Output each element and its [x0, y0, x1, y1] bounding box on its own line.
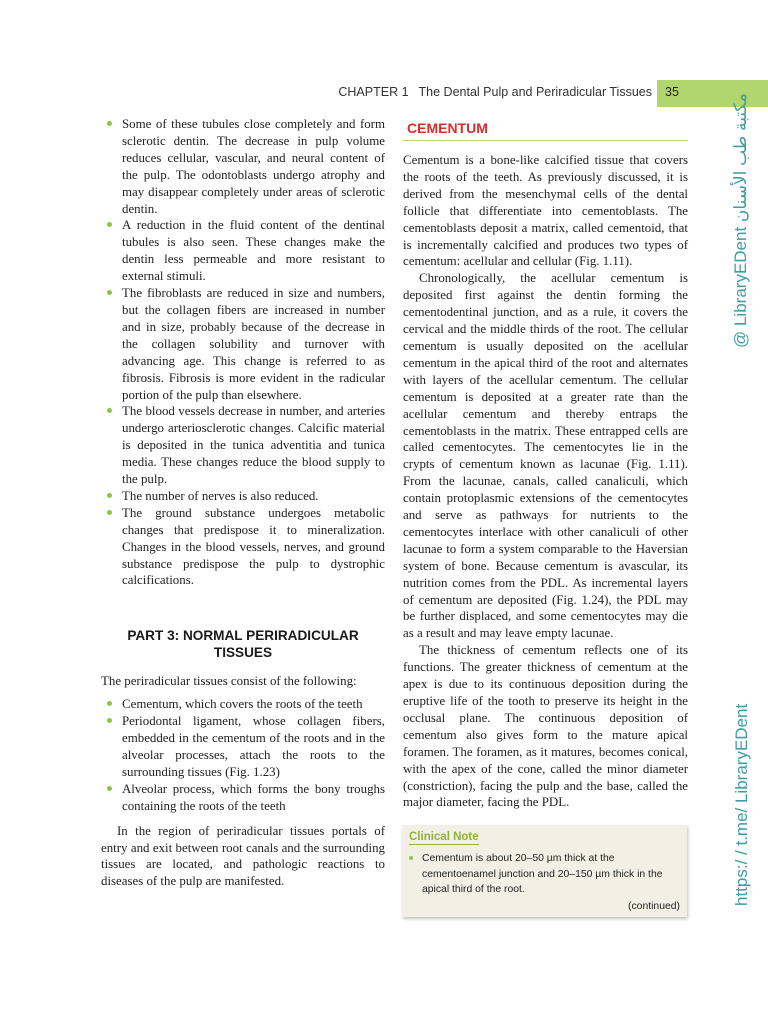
list-item-text: The blood vessels decrease in number, and arteries undergo arteriosclerotic changes. Calcific material is deposited in the tunica adventitia and tunica media. These changes reduce the blood supply to the pulp.: [122, 404, 385, 487]
part-heading-line: PART 3: NORMAL PERIRADICULAR: [127, 628, 359, 644]
body-paragraph: Chronologically, the acellular cementum is deposited first against the dentin forming the cementodentinal junction, and as a rule, it covers the cervical and the middle thirds of the root. The cellular cementum is usually deposited on the acellular cementum in the apical third of the root and alternates with layers of the acellular cementum. The cellular cementum is deposited at a greater rate than the acellular cementum and thereby entraps the cementoblasts in the matrix. These entrapped cells are called cementocytes. The cementocytes lie in the crypts of cementum known as lacunae (Fig. 1.11). From the lacunae, canals, called canaliculi, which contain protoplasmic extensions of the cementocytes and serve as pathways for nutrients to the cementocytes interlace with other canaliculi of other lacunae to form a system comparable to the Haversian system of bone. Because cementum is avascular, its nutrition comes from the PDL. As incremental layers of cementum are deposited (Fig. 1.24), the PDL may be further displaced, and some cementocytes may die as a result and may leave empty lacunae.: [403, 271, 688, 641]
bullet-icon: [107, 493, 112, 498]
chapter-name: The Dental Pulp and Periradicular Tissues: [418, 85, 652, 99]
running-header: [0, 80, 768, 108]
clinical-note-box: [402, 825, 687, 917]
list-item-text: The number of nerves is also reduced.: [122, 488, 319, 503]
bullet-icon: [107, 510, 112, 515]
page-number: 35: [665, 85, 679, 99]
aging-changes-list: [101, 116, 385, 589]
list-item-text: Alveolar process, which forms the bony troughs containing the roots of the teeth: [122, 781, 385, 813]
list-item: [101, 217, 385, 285]
bullet-icon: [107, 718, 112, 723]
bullet-icon: [107, 408, 112, 413]
list-item: [101, 696, 385, 713]
bullet-icon: [107, 290, 112, 295]
list-item: [101, 403, 385, 488]
list-item-text: The ground substance undergoes metabolic changes that predispose it to mineralization. Changes in the blood vessels, nerves, and ground substance predispose the pulp to dystrophic calcifications.: [122, 505, 385, 588]
bullet-icon: [107, 121, 112, 126]
list-item: [101, 781, 385, 815]
clinical-note-title: Clinical Note: [409, 831, 479, 843]
bullet-icon: [107, 786, 112, 791]
clinical-note-text: Cementum is about 20–50 µm thick at the cementoenamel junction and 20–150 µm thick in the apical third of the root.: [422, 853, 663, 895]
continued-label: (continued): [628, 901, 680, 912]
left-column: [101, 116, 385, 890]
watermark-top: @ LibraryEDent مكتبة طب الأسنان: [731, 93, 750, 348]
body-paragraph: The thickness of cementum reflects one of its functions. The greater thickness of cementum at the apex is due to its continuous deposition during the eruptive life of the tooth to preserve its height in the occlusal plane. The continuous deposition of cementum also gives form to the mature apical foramen. The foramen, as it matures, becomes conical, with the apex of the cone, called the minor diameter (constriction), facing the pulp and the base, called the major diameter, facing the PDL.: [403, 643, 688, 810]
chapter-title: [338, 85, 652, 99]
clinical-note-body: [409, 851, 681, 898]
bullet-icon: [107, 222, 112, 227]
list-item-text: Some of these tubules close completely and form sclerotic dentin. The decrease in pulp volume reduces cellular, vascular, and neural content of the pulp. The odontoblasts undergo atrophy and may disappear completely under areas of sclerotic dentin.: [122, 117, 385, 216]
chapter-label: CHAPTER 1: [338, 85, 409, 99]
page-number-tab: [657, 80, 768, 107]
list-item: [101, 116, 385, 217]
list-item: [101, 488, 385, 505]
part-heading: [101, 627, 385, 661]
part-heading-line: TISSUES: [213, 645, 273, 661]
list-item: [101, 285, 385, 403]
cementum-body: [403, 152, 688, 811]
list-item-text: The fibroblasts are reduced in size and numbers, but the collagen fibers are increased in number and in size, probably because of the decrease in the collagen solubility and turnover with advancing age. This change is referred to as fibrosis. Fibrosis is more evident in the radicular portion of the pulp than elsewhere.: [122, 286, 385, 402]
body-paragraph: Cementum is a bone-like calcified tissue that covers the roots of the teeth. As previously discussed, it is derived from the mesenchymal cells of the dental follicle that differentiate into cementoblasts. The cementoblasts deposit a matrix, called cementoid, that is incrementally calcified and produces two types of cementum: acellular and cellular (Fig. 1.11).: [403, 153, 688, 269]
intro-paragraph: The periradicular tissues consist of the following:: [101, 674, 357, 689]
list-item-text: A reduction in the fluid content of the dentinal tubules is also seen. These changes make the dentin less permeable and more resistant to external stimuli.: [122, 218, 385, 284]
list-item: [101, 505, 385, 590]
list-item: [101, 713, 385, 781]
list-item-text: Cementum, which covers the roots of the teeth: [122, 697, 363, 712]
bullet-icon: [107, 701, 112, 706]
right-column: [403, 116, 688, 811]
closing-paragraph: In the region of periradicular tissues portals of entry and exit between root canals and the surrounding tissues are located, and pathologic reactions to diseases of the pulp are manifested.: [101, 823, 385, 889]
list-item-text: Periodontal ligament, whose collagen fibers, embedded in the cementum of the roots and in the alveolar processes, attach the roots to the surrounding tissues (Fig. 1.23): [122, 714, 385, 779]
periradicular-tissues-list: [101, 696, 385, 814]
section-title: CEMENTUM: [403, 116, 688, 141]
watermark-bottom: https:/ / t.me/ LibraryEDent: [732, 703, 751, 906]
bullet-icon: [409, 856, 413, 860]
